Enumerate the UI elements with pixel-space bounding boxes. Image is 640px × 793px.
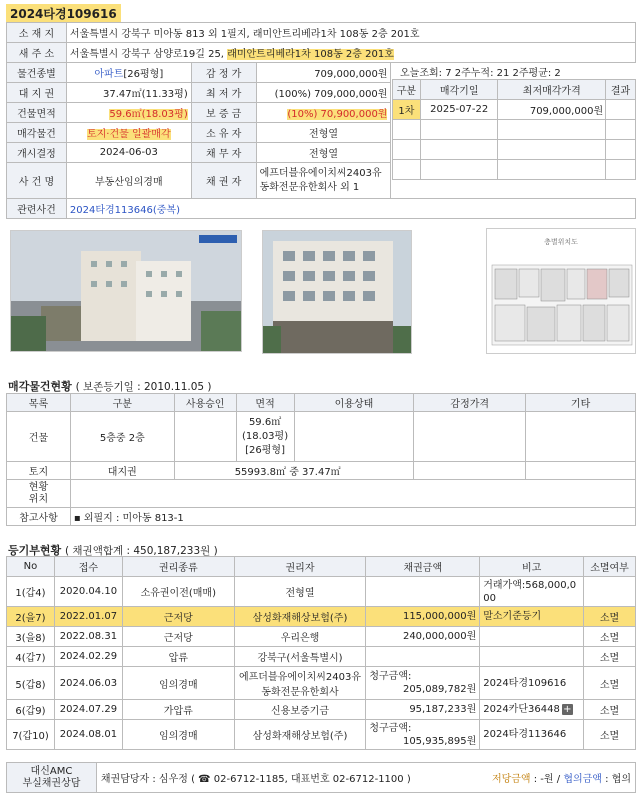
registry-note [480, 577, 584, 607]
location-value: 서울특별시 강북구 미아동 813 외 1필지, 래미안트리베라1차 108동 2층 201호 [66, 23, 635, 43]
registry-date: 2024.08.01 [54, 720, 122, 750]
registry-note [480, 700, 584, 720]
property-land-area: 55993.8㎡ 중 37.47㎡ [174, 462, 414, 480]
registry-extinct: 소멸 [584, 667, 636, 700]
registry-extinct: 소멸 [584, 720, 636, 750]
registry-row [7, 720, 636, 750]
new-address-highlight: 래미안트리베라1차 108동 2층 201호 [227, 49, 394, 60]
registry-amount-label: 청구금액: [369, 722, 412, 734]
property-status-sub: ( 보존등기일 : 2010.11.05 ) [75, 381, 212, 393]
registry-header-holder: 권리자 [234, 557, 366, 577]
building-area-value [66, 103, 191, 123]
registry-no: 2(을7) [7, 607, 55, 627]
history-header-date: 매각기일 [420, 80, 498, 100]
building-photo-2-image [263, 231, 412, 354]
property-site-label: 현황 위치 [7, 480, 71, 508]
registry-header-no: No [7, 557, 55, 577]
floor-plan-map[interactable] [486, 228, 636, 354]
registry-table [6, 556, 636, 750]
registry-header-extinct: 소멸여부 [584, 557, 636, 577]
minimum-price-label: 최 저 가 [191, 83, 256, 103]
debtor-value: 전형열 [256, 143, 391, 163]
sale-item-label: 매각물건 [7, 123, 67, 143]
registry-amount [366, 627, 480, 647]
property-status-table [6, 393, 636, 526]
registry-no: 3(을8) [7, 627, 55, 647]
owner-label: 소 유 자 [191, 123, 256, 143]
registry-note [480, 647, 584, 667]
property-ref-label: 참고사항 [7, 508, 71, 526]
footer-contact [6, 762, 636, 793]
owner-value: 전형열 [256, 123, 391, 143]
property-header-appraisal: 감정가격 [414, 394, 526, 412]
deposit-text: (10%) 70,900,000원 [287, 109, 388, 120]
new-address-plain: 서울특별시 강북구 삼양로19길 25, [69, 49, 224, 60]
sale-item-value [66, 123, 191, 143]
registry-row [7, 667, 636, 700]
registry-type: 소유권이전(매매) [122, 577, 234, 607]
registry-note-text: 2024타경113646 [483, 729, 567, 740]
land-right-label: 대 지 권 [7, 83, 67, 103]
appraisal-label: 감 정 가 [191, 63, 256, 83]
creditor-value: 에프더블유에이치씨2403유동화전문유한회사 외 1 [256, 163, 391, 199]
registry-note [480, 720, 584, 750]
registry-amount [366, 577, 480, 607]
property-building-kind: 5층중 2층 [70, 412, 174, 462]
registry-note-text: 2024타경109616 [483, 677, 567, 689]
item-type-link[interactable]: 아파트 [94, 69, 124, 80]
registry-type: 임의경매 [122, 667, 234, 700]
deposit-label: 보 증 금 [191, 103, 256, 123]
registry-date: 2022.01.07 [54, 607, 122, 627]
deposit-value [256, 103, 391, 123]
property-header-list: 목록 [7, 394, 71, 412]
registry-amount-value: 95,187,233원 [409, 704, 477, 715]
building-area-label: 건물면적 [7, 103, 67, 123]
property-land-kind: 대지권 [70, 462, 174, 480]
registry-row [7, 647, 636, 667]
registry-extinct: 소멸 [584, 627, 636, 647]
footer-legend-mid: : -원 / [530, 774, 564, 785]
registry-amount [366, 720, 480, 750]
minimum-price-value: (100%) 709,000,000원 [256, 83, 391, 103]
registry-note-text: 말소기준등기 [483, 611, 542, 622]
registry-type: 가압류 [122, 700, 234, 720]
registry-date: 2024.07.29 [54, 700, 122, 720]
debtor-label: 채 무 자 [191, 143, 256, 163]
item-type-label: 물건종별 [7, 63, 67, 83]
land-right-value: 37.47㎡(11.33평) [66, 83, 191, 103]
registry-note-text: 거래가액:568,000,000 [483, 579, 577, 604]
footer-org-name: 대신AMC [30, 765, 73, 777]
building-photo-1[interactable] [10, 230, 242, 352]
building-area-text: 59.6㎡(18.03평) [109, 109, 188, 120]
registry-no: 6(갑9) [7, 700, 55, 720]
floor-plan-image [487, 255, 636, 354]
registry-holder: 강북구(서울특별시) [234, 647, 366, 667]
registry-holder: 우리은행 [234, 627, 366, 647]
property-building-label: 건물 [7, 412, 71, 462]
property-status-title: 매각물건현황 [8, 380, 72, 393]
property-header-usage: 이용상태 [294, 394, 414, 412]
property-status-heading [8, 378, 212, 394]
creditor-label: 채 권 자 [191, 163, 256, 199]
footer-legend-mortgage: 저당금액 [491, 774, 531, 785]
registry-row [7, 627, 636, 647]
start-decision-label: 개시결정 [7, 143, 67, 163]
registry-holder: 전형열 [234, 577, 366, 607]
new-address-value [66, 43, 635, 63]
registry-amount [366, 700, 480, 720]
registry-note [480, 667, 584, 700]
registry-holder: 삼성화재해상보험(주) [234, 720, 366, 750]
registry-amount [366, 667, 480, 700]
property-header-kind: 구분 [70, 394, 174, 412]
registry-header-amount: 채권금액 [366, 557, 480, 577]
registry-amount [366, 607, 480, 627]
expand-plus-icon[interactable]: + [563, 704, 572, 715]
registry-row [7, 700, 636, 720]
registry-extinct [584, 577, 636, 607]
appraisal-value: 709,000,000원 [256, 63, 391, 83]
start-decision-value: 2024-06-03 [66, 143, 191, 163]
case-number: 2024타경109616 [6, 4, 121, 23]
registry-type: 근저당 [122, 627, 234, 647]
footer-legend-negotiation: 협의금액 [563, 774, 602, 785]
registry-header-date: 접수 [54, 557, 122, 577]
history-round: 1차 [393, 100, 421, 120]
related-case-value [66, 199, 635, 219]
registry-extinct: 소멸 [584, 607, 636, 627]
registry-amount [366, 647, 480, 667]
related-case-label: 관련사건 [7, 199, 67, 219]
registry-amount-value: 240,000,000원 [402, 631, 477, 642]
building-photo-2[interactable] [262, 230, 412, 354]
registry-header-note: 비고 [480, 557, 584, 577]
registry-amount-label: 청구금액: [369, 671, 412, 682]
registry-date: 2020.04.10 [54, 577, 122, 607]
registry-sub: ( 채권액합계 : 450,187,233원 ) [64, 545, 218, 557]
footer-org [7, 763, 97, 793]
property-land-label: 토지 [7, 462, 71, 480]
property-ref-value: ▪ 외필지 : 미아동 813-1 [70, 508, 635, 526]
registry-note [480, 627, 584, 647]
item-type-size: [26평형] [123, 69, 164, 80]
registry-note-text: 2024카단36448 [483, 704, 560, 715]
property-header-approval: 사용승인 [174, 394, 236, 412]
registry-no: 1(갑4) [7, 577, 55, 607]
registry-amount-value: 105,935,895원 [402, 735, 477, 747]
registry-date: 2024.02.29 [54, 647, 122, 667]
registry-amount-value: 205,089,782원 [402, 684, 477, 695]
registry-header-type: 권리종류 [122, 557, 234, 577]
case-name-label: 사 건 명 [7, 163, 67, 199]
footer-org-desc: 부실채권상담 [22, 777, 81, 789]
registry-extinct: 소멸 [584, 647, 636, 667]
floor-plan-title: 층별위치도 [544, 238, 578, 246]
building-photo-1-image [11, 231, 242, 352]
registry-no: 4(갑7) [7, 647, 55, 667]
case-name-value: 부동산임의경매 [66, 163, 191, 199]
registry-type: 임의경매 [122, 720, 234, 750]
registry-holder: 에프더블유에이치씨2403유동화전문유한회사 [234, 667, 366, 700]
registry-no: 7(갑10) [7, 720, 55, 750]
property-building-area-type: [26평형] [245, 444, 285, 456]
registry-type: 압류 [122, 647, 234, 667]
property-header-area: 면적 [236, 394, 294, 412]
registry-date: 2022.08.31 [54, 627, 122, 647]
footer-legend [426, 763, 636, 793]
history-price: 709,000,000원 [498, 100, 606, 120]
location-label: 소 재 지 [7, 23, 67, 43]
auction-history-table [392, 79, 636, 180]
registry-title: 등기부현황 [8, 544, 62, 557]
registry-date: 2024.06.03 [54, 667, 122, 700]
registry-type: 근저당 [122, 607, 234, 627]
sale-item-text: 토지·건물 일괄매각 [86, 129, 171, 140]
history-header-price: 최저매각가격 [498, 80, 606, 100]
history-header-result: 결과 [606, 80, 636, 100]
registry-note [480, 607, 584, 627]
property-building-area [236, 412, 294, 462]
registry-no: 5(갑8) [7, 667, 55, 700]
history-result [606, 100, 636, 120]
view-stats: 오늘조회: 7 2주누적: 21 2주평균: 2 [400, 68, 561, 79]
item-type-value [66, 63, 191, 83]
registry-row [7, 577, 636, 607]
registry-row [7, 607, 636, 627]
property-building-area-pyeong: (18.03평) [242, 430, 289, 442]
related-case-link[interactable]: 2024타경113646(중복) [69, 205, 180, 216]
footer-contact-text: 채권담당자 : 심우정 ( ☎ 02-6712-1185, 대표번호 02-6712-1100 ) [96, 763, 425, 793]
history-header-round: 구분 [393, 80, 421, 100]
property-building-area-sqm: 59.6㎡ [248, 416, 282, 428]
registry-holder: 신용보증기금 [234, 700, 366, 720]
footer-legend-end: : 협의 [601, 774, 631, 785]
registry-extinct: 소멸 [584, 700, 636, 720]
registry-holder: 삼성화재해상보험(주) [234, 607, 366, 627]
property-header-other: 기타 [526, 394, 636, 412]
registry-amount-value: 115,000,000원 [402, 611, 477, 622]
new-address-label: 새 주 소 [7, 43, 67, 63]
history-date: 2025-07-22 [420, 100, 498, 120]
